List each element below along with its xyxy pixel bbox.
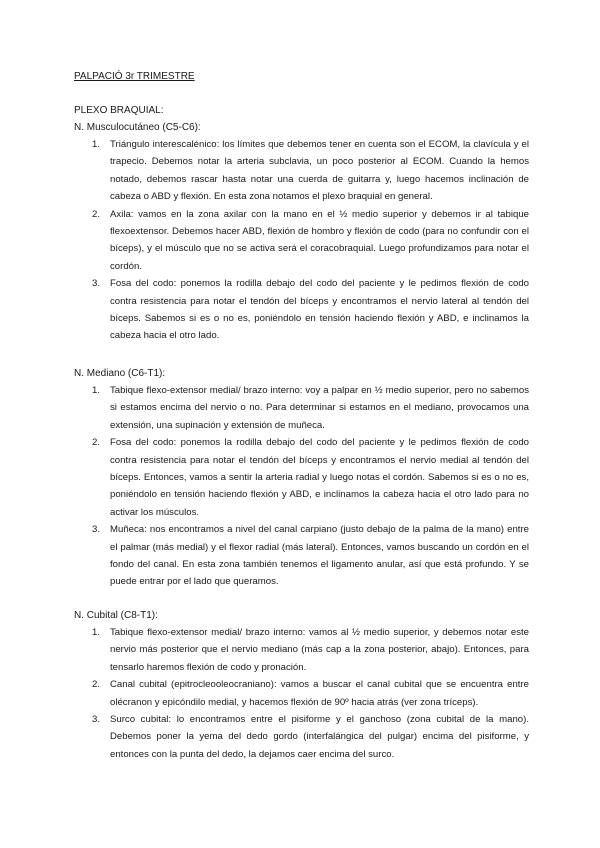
- list-item-text: Tabique flexo-extensor medial/ brazo interno: vamos al ½ medio superior, y debemos notar este nervio más posterior que el nervio mediano (más cap a la zona posterior, abajo). Entonces, para tensarlo haremos flexión de codo y pronación.: [110, 627, 529, 673]
- list-item: [74, 206, 529, 276]
- list-item-text: Fosa del codo: ponemos la rodilla debajo del codo del paciente y le pedimos flexión de codo contra resistencia para notar el tendón del bíceps y encontramos el nervio lateral al tendón del bíceps. Sabemos si es o no es, poniéndolo en tensión haciendo flexión y ABD, e inclinamos la cabeza hacia el otro lado.: [110, 278, 529, 342]
- list-item: [74, 521, 529, 591]
- list-item: [74, 136, 529, 206]
- list-item: [74, 382, 529, 434]
- list-number: 2.: [92, 208, 101, 220]
- section-musculocutaneo: [74, 102, 529, 345]
- numbered-list: [74, 624, 529, 763]
- list-number: 1.: [92, 139, 101, 150]
- section-heading: N. Cubital (C8-T1):: [74, 610, 158, 621]
- list-number: 3.: [92, 278, 101, 290]
- list-item: [74, 711, 529, 763]
- numbered-list: [74, 136, 529, 345]
- section-heading: N. Mediano (C6-T1):: [74, 368, 166, 379]
- list-number: 1.: [92, 627, 101, 638]
- list-item-text: Fosa del codo: ponemos la rodilla debajo del codo del paciente y le pedimos flexión de codo contra resistencia para notar el tendón del bíceps y encontramos el nervio medial al tendón del bíceps. Entonces, vamos a sentir la arteria radial y luego notas el cordón. Sabemos si es o no es, poniéndolo en tensión haciendo flexión y ABD, e inclinamos la cabeza hacia el otro lado para no activar los músculos.: [110, 437, 529, 518]
- list-item-text: Triángulo interescalénico: los límites que debemos tener en cuenta son el ECOM, la clavícula y el trapecio. Debemos notar la arteria subclavia, un poco posterior al ECOM. Cuando la hemos notado, debemos rascar hasta notar una cuerda de guitarra y, luego hacemos inclinación de cabeza o ABD y flexión. En esta zona notamos el plexo braquial en general.: [110, 139, 529, 203]
- section-cubital: [74, 607, 529, 763]
- list-number: 1.: [92, 385, 101, 396]
- section-mediano: [74, 365, 529, 591]
- plexo-braquial-heading: PLEXO BRAQUIAL:: [74, 105, 164, 116]
- numbered-list: [74, 382, 529, 591]
- list-item: [74, 434, 529, 521]
- list-item-text: Muñeca: nos encontramos a nivel del canal carpiano (justo debajo de la palma de la mano) entre el palmar (más medial) y el flexor radial (más lateral). Entonces, vamos buscando un cordón en el fondo del canal. En esta zona también tenemos el ligamento anular, así que está profundo. Y se puede entrar por el lado que queramos.: [110, 524, 529, 588]
- list-item: [74, 624, 529, 676]
- list-item-text: Axila: vamos en la zona axilar con la mano en el ½ medio superior y debemos ir al tabique flexoextensor. Debemos hacer ABD, flexión de hombro y flexión de codo (para no confundir con el bíceps), y el músculo que no se activa será el coracobraquial. Luego profundizamos para notar el cordón.: [110, 208, 529, 272]
- section-heading: N. Musculocutáneo (C5-C6):: [74, 122, 201, 133]
- document-title: PALPACIÓ 3r TRIMESTRE: [74, 71, 195, 82]
- list-number: 3.: [92, 714, 101, 726]
- list-item-text: Canal cubital (epitrocleooleocraniano): vamos a buscar el canal cubital que se encuentra entre olécranon y epicóndilo medial, y hacemos flexión de 90º hacia atrás (ver zona tríceps).: [110, 679, 529, 708]
- list-item-text: Tabique flexo-extensor medial/ brazo interno: voy a palpar en ½ medio superior, pero no sabemos si estamos encima del nervio o no. Para determinar si estamos en el mediano, provocamos una extensión, una supinación y extensión de muñeca.: [110, 385, 529, 431]
- list-number: 2.: [92, 679, 101, 691]
- list-number: 3.: [92, 524, 101, 536]
- list-item: [74, 275, 529, 345]
- list-item: [74, 676, 529, 711]
- list-item-text: Surco cubital: lo encontramos entre el pisiforme y el ganchoso (zona cubital de la mano). Debemos poner la yema del dedo gordo (interfalángica del pulgar) encima del pisiforme, y entonces con la punta del dedo, la dejamos caer encima del surco.: [110, 714, 529, 760]
- list-number: 2.: [92, 437, 101, 449]
